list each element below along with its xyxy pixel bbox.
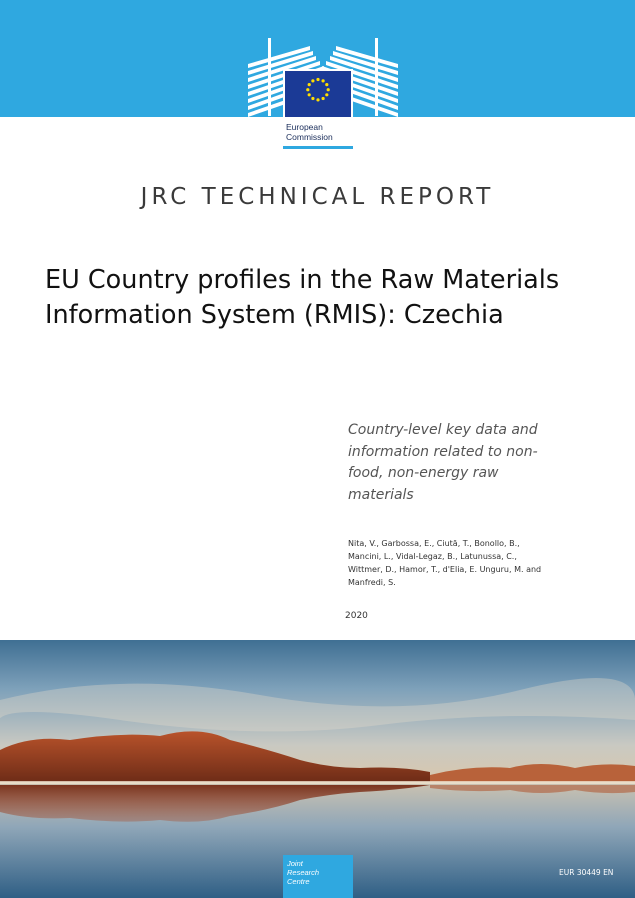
author-list [348, 537, 568, 589]
organisation-line-2: Commission [286, 132, 333, 142]
organisation-name [286, 122, 333, 142]
report-type-heading: JRC TECHNICAL REPORT [140, 184, 495, 210]
subtitle-line-3: food, non-energy raw [348, 465, 499, 481]
authors-line-2: Mancini, L., Vidal-Legaz, B., Latunussa, C., [348, 552, 517, 561]
jrc-line-3: Centre [287, 877, 310, 886]
publication-year: 2020 [345, 611, 368, 621]
authors-line-4: Manfredi, S. [348, 578, 396, 587]
subtitle-line-2: information related to non- [348, 443, 538, 460]
authors-line-1: Nita, V., Garbossa, E., Ciută, T., Bonollo, B., [348, 539, 520, 548]
subtitle-line-1: Country-level key data and [348, 422, 538, 438]
subtitle-line-4: materials [348, 486, 414, 503]
horizon-shore [0, 781, 635, 784]
jrc-line-1: Joint [287, 859, 303, 868]
eur-report-number: EUR 30449 EN [559, 868, 614, 877]
jrc-label-box [283, 855, 353, 898]
report-subtitle [348, 420, 558, 506]
logo-underline [283, 146, 353, 149]
report-title [45, 263, 605, 333]
title-line-2: Information System (RMIS): Czechia [45, 300, 504, 330]
authors-line-3: Wittmer, D., Hamor, T., d'Elia, E. Unguru, M. and [348, 565, 542, 574]
title-line-1: EU Country profiles in the Raw Materials [45, 265, 560, 295]
jrc-line-2: Research [287, 868, 320, 877]
organisation-line-1: European [286, 122, 323, 132]
